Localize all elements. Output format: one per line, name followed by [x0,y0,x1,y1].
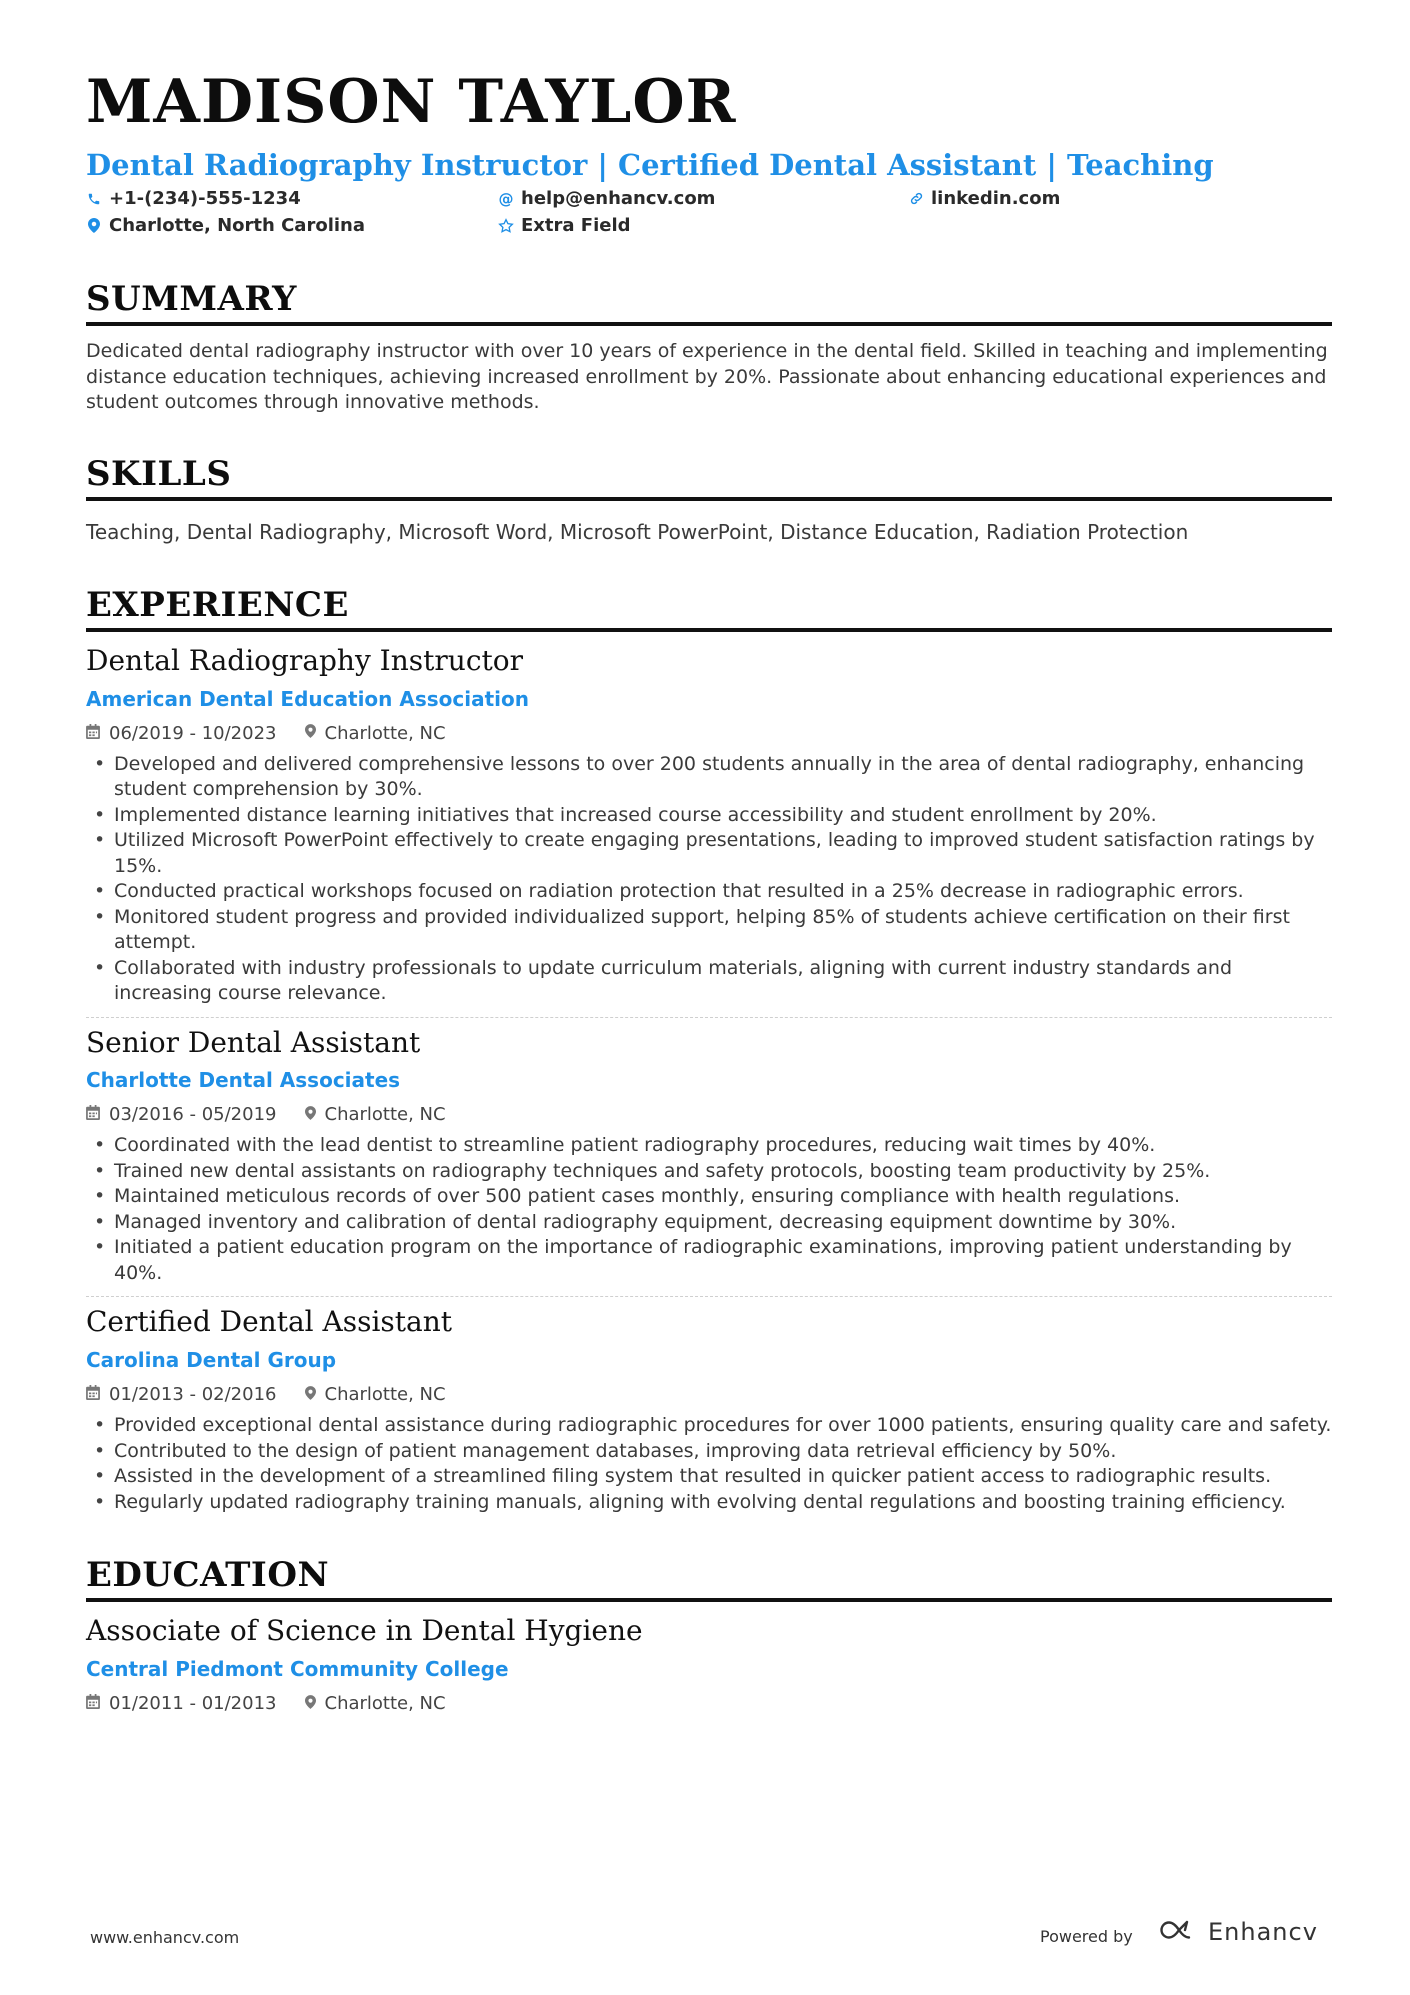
bullet-item: • Regularly updated radiography training manuals, aligning with evolving dental regulations and boosting training efficiency. [86,1490,1332,1516]
star-icon [498,218,514,234]
phone-icon [86,192,102,206]
job-dates: 03/2016 - 05/2019 [109,1104,277,1126]
education-meta [86,1693,1332,1714]
education-item [86,1616,1332,1714]
divider [86,1296,1332,1297]
job-title: Senior Dental Assistant [86,1025,421,1059]
job-bullets [86,1133,1332,1286]
summary-text: Dedicated dental radiography instructor with over 10 years of experience in the dental field. Skilled in teaching and implementing distance education techniques, achieving increased enrollment by 20%. Passionate about enhancing educational experiences and student outcomes through innovative methods. [86,340,1328,414]
resume-page [86,67,1332,1715]
bullet-item: • Managed inventory and calibration of dental radiography equipment, decreasing equipment downtime by 30%. [86,1210,1332,1236]
company-name: Charlotte Dental Associates [86,1068,401,1093]
job-bullets [86,752,1332,1007]
brand-name: Enhancv [1208,1918,1318,1946]
company-name: Carolina Dental Group [86,1348,337,1373]
education-location-text: Charlotte, NC [324,1693,446,1715]
bullet-item: • Assisted in the development of a streamlined filing system that resulted in quicker patient access to radiographic results. [86,1464,1332,1490]
education-section [86,1555,1332,1715]
job-meta [86,1104,1332,1125]
bullet-item: • Utilized Microsoft PowerPoint effectively to create engaging presentations, leading to improved student satisfaction ratings by 15%. [86,828,1332,879]
job-dates: 01/2013 - 02/2016 [109,1384,277,1406]
education-dates: 01/2011 - 01/2013 [109,1693,277,1715]
school-name: Central Piedmont Community College [86,1657,509,1682]
contact-email[interactable] [498,188,715,209]
summary-heading: SUMMARY [86,282,1332,326]
job-location [305,1384,446,1405]
map-pin-icon [305,1106,316,1124]
calendar-icon [86,1694,100,1713]
skills-heading: SKILLS [86,457,1332,501]
map-pin-icon [305,724,316,742]
job-meta [86,723,1332,744]
bullet-item: • Monitored student progress and provided individualized support, helping 85% of students achieve certification on their first attempt. [86,905,1332,956]
experience-item [86,1025,1332,1287]
bullet-item: • Collaborated with industry professionals to update curriculum materials, aligning with current industry standards and increasing course relevance. [86,956,1332,1007]
company-name: American Dental Education Association [86,686,529,711]
contact-location [86,215,365,236]
bullet-item: • Initiated a patient education program on the importance of radiographic examinations, improving patient understanding by 40%. [86,1235,1332,1286]
bullet-item: • Contributed to the design of patient management databases, improving data retrieval efficiency by 50%. [86,1439,1332,1465]
job-title: Dental Radiography Instructor [86,643,523,677]
job-location-text: Charlotte, NC [324,1104,446,1126]
job-location-text: Charlotte, NC [324,1384,446,1406]
enhancv-logo[interactable] [1156,1918,1318,1946]
calendar-icon [86,1105,100,1124]
experience-section [86,584,1332,1515]
degree-title: Associate of Science in Dental Hygiene [86,1614,643,1648]
contact-phone[interactable] [86,188,301,209]
skills-section [86,453,1332,544]
infinity-logo-icon [1156,1918,1202,1946]
experience-item [86,1307,1332,1515]
phone-text: +1-(234)-555-1234 [109,188,301,210]
calendar-icon [86,1385,100,1404]
headline: Dental Radiography Instructor | Certified Dental Assistant | Teaching [86,148,1214,182]
job-meta [86,1384,1332,1405]
contact-linkedin[interactable] [908,188,1060,209]
powered-by-label: Powered by [1040,1927,1133,1946]
contact-info [86,188,1332,242]
job-location [305,1104,446,1125]
footer [90,1918,1320,1958]
contact-extra [498,215,631,236]
bullet-item: • Developed and delivered comprehensive lessons to over 200 students annually in the area of dental radiography, enhancing student comprehension by 30%. [86,752,1332,803]
job-location [305,723,446,744]
job-title: Certified Dental Assistant [86,1305,453,1339]
bullet-item: • Conducted practical workshops focused on radiation protection that resulted in a 25% decrease in radiographic errors. [86,879,1332,905]
email-text: help@enhancv.com [521,188,716,210]
summary-section [86,279,1332,416]
divider [86,1017,1332,1018]
candidate-name: MADISON TAYLOR [86,67,737,137]
job-location-text: Charlotte, NC [324,722,446,744]
location-text: Charlotte, North Carolina [109,215,365,237]
bullet-item: • Maintained meticulous records of over 500 patient cases monthly, ensuring compliance with health regulations. [86,1184,1332,1210]
map-pin-icon [86,218,102,233]
linkedin-text: linkedin.com [931,188,1061,210]
map-pin-icon [305,1386,316,1404]
education-location [305,1693,446,1714]
bullet-item: • Provided exceptional dental assistance during radiographic procedures for over 1000 patients, ensuring quality care and safety. [86,1413,1332,1439]
skills-text: Teaching, Dental Radiography, Microsoft Word, Microsoft PowerPoint, Distance Education, Radiation Protection [86,519,1189,544]
bullet-item: • Implemented distance learning initiatives that increased course accessibility and student enrollment by 20%. [86,803,1332,829]
at-icon: @ [498,189,514,208]
job-dates: 06/2019 - 10/2023 [109,722,277,744]
education-heading: EDUCATION [86,1558,1332,1602]
job-bullets [86,1413,1332,1515]
experience-heading: EXPERIENCE [86,588,1332,632]
bullet-item: • Coordinated with the lead dentist to streamline patient radiography procedures, reducing wait times by 40%. [86,1133,1332,1159]
calendar-icon [86,724,100,743]
bullet-item: • Trained new dental assistants on radiography techniques and safety protocols, boosting team productivity by 25%. [86,1159,1332,1185]
link-icon [908,191,924,206]
experience-item [86,643,1332,1007]
map-pin-icon [305,1695,316,1713]
extra-text: Extra Field [521,215,631,237]
footer-url[interactable]: www.enhancv.com [90,1928,240,1947]
